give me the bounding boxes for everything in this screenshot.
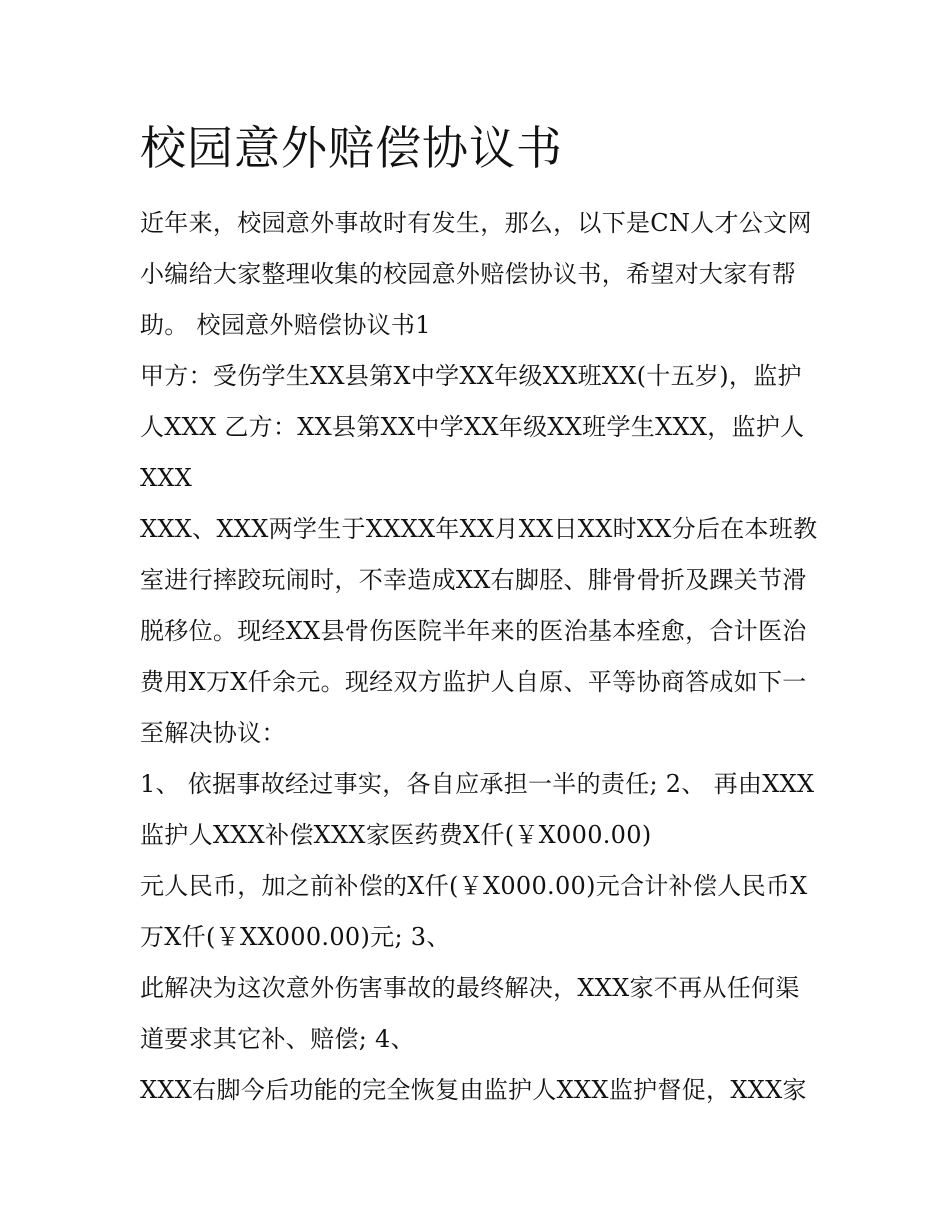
paragraph-compensation-total: 元人民币，加之前补偿的X仟(￥X000.00)元合计补偿人民币X万X仟(￥XX000.00)元; 3、	[140, 872, 808, 951]
paragraph-terms-1-2: 1、 依据事故经过事实，各自应承担一半的责任; 2、 再由XXX监护人XXX补偿XXX家医药费X仟(￥X000.00)	[140, 770, 815, 849]
paragraph-term-4: XXX右脚今后功能的完全恢复由监护人XXX监护督促，XXX家	[140, 1076, 807, 1104]
document-body	[140, 112, 820, 1116]
paragraph-incident: XXX、XXX两学生于XXXX年XX月XX日XX时XX分后在本班教室进行摔跤玩闹时，不幸造成XX右脚胫、腓骨骨折及踝关节滑脱移位。现经XX县骨伤医院半年来的医治基本痊愈，合计医治费用X万X仟余元。现经双方监护人自原、平等协商答成如下一至解决协议：	[140, 515, 818, 747]
paragraph-parties: 甲方：受伤学生XX县第X中学XX年级XX班XX(十五岁)，监护人XXX 乙方：XX县第XX中学XX年级XX班学生XXX，监护人XXX	[140, 362, 805, 492]
paragraph-term-3: 此解决为这次意外伤害事故的最终解决，XXX家不再从任何渠道要求其它补、赔偿; 4、	[140, 974, 800, 1053]
document-title: 校园意外赔偿协议书	[140, 121, 563, 175]
paragraph-intro: 近年来，校园意外事故时有发生，那么，以下是CN人才公文网小编给大家整理收集的校园意外赔偿协议书，希望对大家有帮助。 校园意外赔偿协议书1	[140, 209, 812, 339]
